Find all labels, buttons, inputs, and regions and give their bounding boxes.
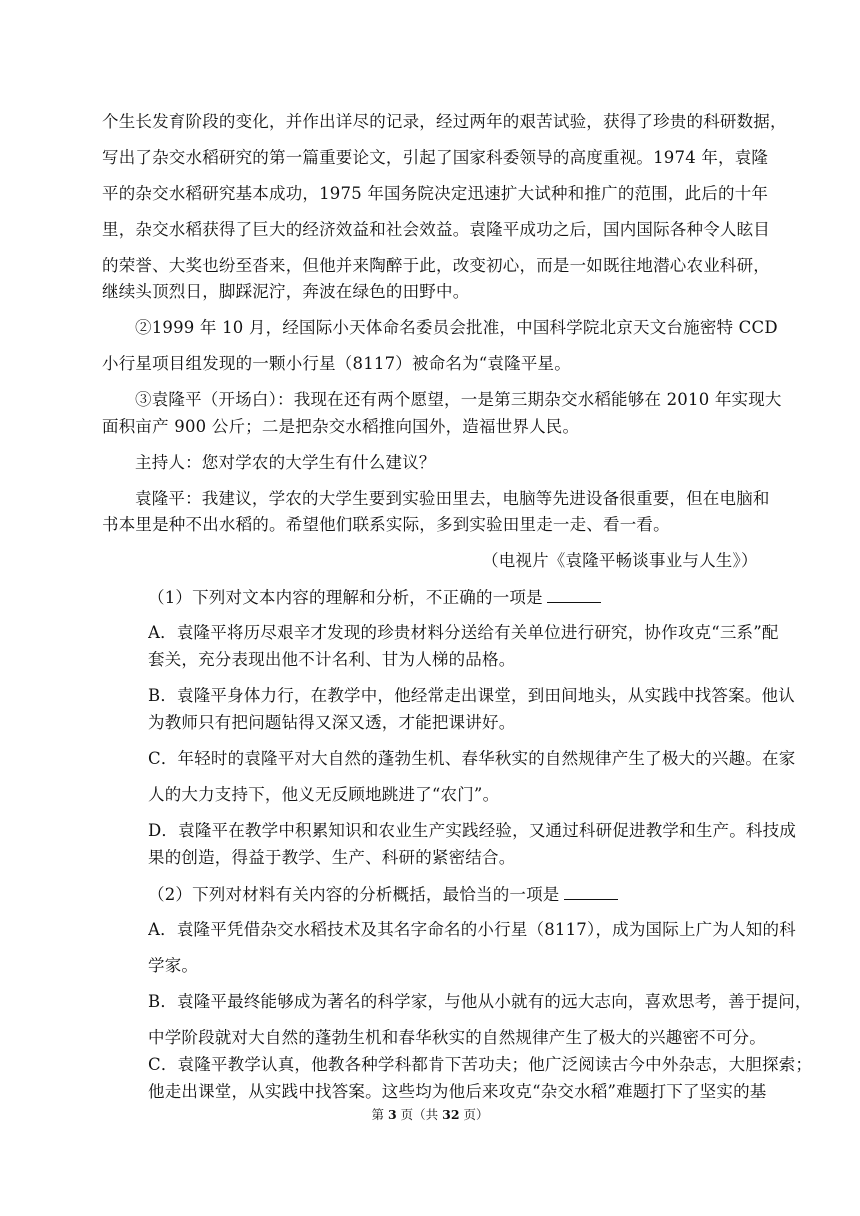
q2-option-a: 学家。 xyxy=(148,956,199,975)
answer-blank[interactable] xyxy=(564,883,618,900)
body-line: 个生长发育阶段的变化，并作出详尽的记录，经过两年的艰苦试验，获得了珍贵的科研数据， xyxy=(102,112,787,131)
body-line: 平的杂交水稻研究基本成功，1975 年国务院决定迅速扩大试种和推广的范围，此后的十年 xyxy=(102,184,769,203)
question-stem-text: （1）下列对文本内容的理解和分析，不正确的一项是 xyxy=(148,588,543,607)
body-line: 袁隆平：我建议，学农的大学生要到实验田里去，电脑等先进设备很重要，但在电脑和 xyxy=(135,489,770,508)
question-2-stem xyxy=(148,883,860,906)
q2-option-c: C．袁隆平教学认真，他教各种学科都肯下苦功夫；他广泛阅读古今中外杂志，大胆探索； xyxy=(148,1055,813,1074)
source-citation: （电视片《袁隆平畅谈事业与人生》） xyxy=(482,551,758,570)
q1-option-c: C．年轻时的袁隆平对大自然的蓬勃生机、春华秋实的自然规律产生了极大的兴趣。在家 xyxy=(148,749,796,768)
page-footer xyxy=(0,1106,860,1124)
footer-prefix: 第 xyxy=(371,1107,388,1122)
question-stem-text: （2）下列对材料有关内容的分析概括，最恰当的一项是 xyxy=(148,885,560,904)
current-page-number: 3 xyxy=(387,1107,397,1122)
q2-option-b: B．袁隆平最终能够成为著名的科学家，与他从小就有的远大志向，喜欢思考，善于提问， xyxy=(148,992,812,1011)
q1-option-d: D．袁隆平在教学中积累知识和农业生产实践经验，又通过科研促进教学和生产。科技成 xyxy=(148,821,797,840)
total-pages-number: 32 xyxy=(442,1107,460,1122)
q2-option-a: A．袁隆平凭借杂交水稻技术及其名字命名的小行星（8117），成为国际上广为人知的科 xyxy=(148,920,796,939)
body-line: 的荣誉、大奖也纷至沓来，但他并来陶醉于此，改变初心，而是一如既往地潜心农业科研， xyxy=(102,256,770,275)
body-line: ②1999 年 10 月，经国际小天体命名委员会批准，中国科学院北京天文台施密特 CCD xyxy=(135,318,778,337)
body-line: ③袁隆平（开场白）：我现在还有两个愿望，一是第三期杂交水稻能够在 2010 年实现大 xyxy=(135,390,782,409)
q1-option-a: A．袁隆平将历尽艰辛才发现的珍贵材料分送给有关单位进行研究，协作攻克“三系”配 xyxy=(148,623,779,642)
answer-blank[interactable] xyxy=(547,586,601,603)
body-line: 里，杂交水稻获得了巨大的经济效益和社会效益。袁隆平成功之后，国内国际各种令人眩目 xyxy=(102,220,770,239)
body-line: 小行星项目组发现的一颗小行星（8117）被命名为“袁隆平星。 xyxy=(102,354,571,373)
body-line: 主持人：您对学农的大学生有什么建议？ xyxy=(135,453,436,472)
body-line: 面积亩产 900 公斤；二是把杂交水稻推向国外，造福世界人民。 xyxy=(102,417,580,436)
question-1-stem xyxy=(148,586,860,609)
body-line: 写出了杂交水稻研究的第一篇重要论文，引起了国家科委领导的高度重视。1974 年，袁隆 xyxy=(102,148,769,167)
body-line: 书本里是种不出水稻的。希望他们联系实际，多到实验田里走一走、看一看。 xyxy=(102,515,670,534)
footer-middle: 页（共 xyxy=(396,1107,443,1122)
q2-option-b: 中学阶段就对大自然的蓬勃生机和春华秋实的自然规律产生了极大的兴趣密不可分。 xyxy=(148,1028,766,1047)
footer-suffix: 页） xyxy=(459,1107,489,1122)
q1-option-d: 果的创造，得益于教学、生产、科研的紧密结合。 xyxy=(148,848,516,867)
q1-option-c: 人的大力支持下，他义无反顾地跳进了“农门”。 xyxy=(148,785,500,804)
q1-option-b: B．袁隆平身体力行，在教学中，他经常走出课堂，到田间地头，从实践中找答案。他认 xyxy=(148,686,795,705)
q2-option-c: 他走出课堂，从实践中找答案。这些均为他后来攻克“杂交水稻”难题打下了坚实的基 xyxy=(148,1082,767,1101)
q1-option-a: 套关，充分表现出他不计名利、甘为人梯的品格。 xyxy=(148,650,516,669)
q1-option-b: 为教师只有把问题钻得又深又透，才能把课讲好。 xyxy=(148,713,516,732)
body-line: 继续头顶烈日，脚踩泥泞，奔波在绿色的田野中。 xyxy=(102,282,470,301)
